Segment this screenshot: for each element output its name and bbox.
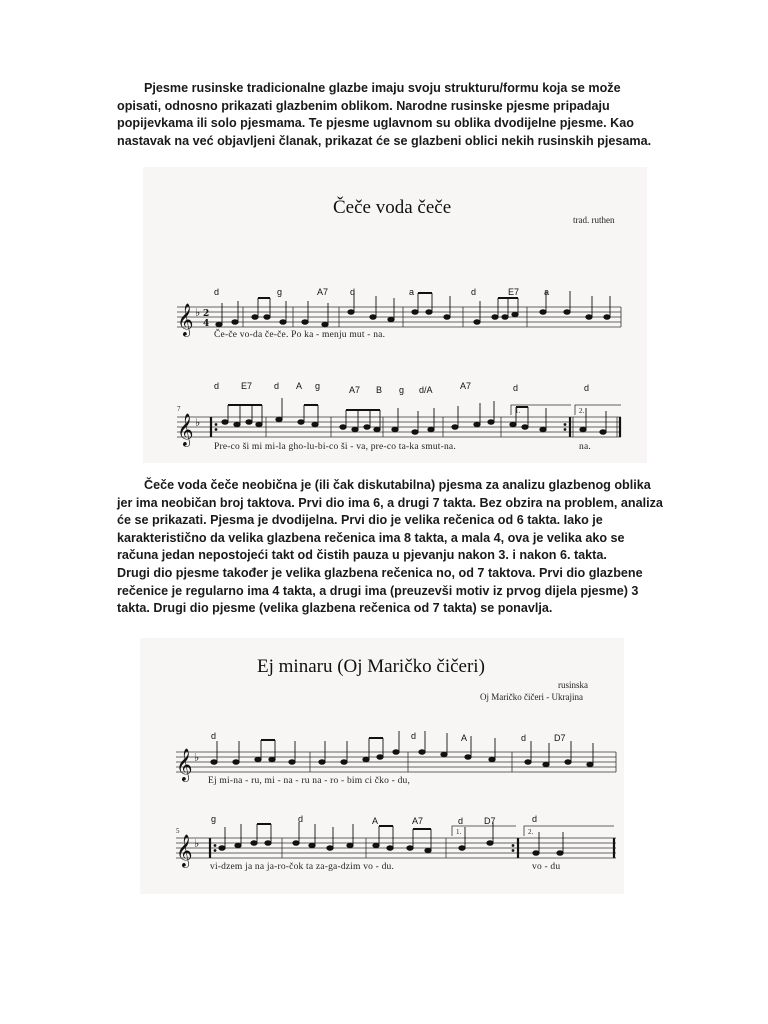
chord: d	[411, 731, 417, 741]
score1-lyrics-line2: Pre-co ši mi mi-la gho-lu-bi-co ši - va, pre-co ta-ka smut-na.	[214, 442, 456, 452]
intro-paragraph	[117, 80, 665, 150]
score2-subtitle-2: Oj Maričko čičeri - Ukrajina	[480, 692, 583, 702]
chord: d	[532, 814, 538, 824]
analysis-paragraph-1: Čeče voda čeče neobična je (ili čak diskutabilna) pjesma za analizu glazbenog oblika jer ima neobičan broj taktova. Prvi dio ima 6, a drugi 7 takta. Bez obzira na problem, analiza će se prikazati. Pjesma je dvodijelna. Prvi dio je velika rečenica od 6 takta. Iako je karakteristično da velika glazbena rečenica ima 8 takta, a mala 4, ova je velika ako se računa jedan nepostojeći takt od čistih pauza u pjevanju nakon 3. i nakon 6. takta.	[117, 478, 663, 563]
svg-text:♭: ♭	[194, 837, 200, 850]
chord: A7	[317, 287, 329, 297]
score1-lyrics-end: na.	[579, 442, 591, 452]
svg-text:4: 4	[203, 319, 210, 329]
chord: a	[409, 287, 415, 297]
chord: A7	[460, 381, 472, 391]
svg-text:𝄞: 𝄞	[177, 303, 194, 336]
intro-text: Pjesme rusinske tradicionalne glazbe imaju svoju strukturu/formu koja se može opisati, odnosno prikazati glazbenim oblikom. Narodne rusinske pjesme pripadaju popijevkama ili solo pjesmama. Te pjesme uglavnom su oblika dvodijelne pjesme. Kao nastavak na već objavljeni članak, prikazat će se glazbeni oblici nekih rusinskih pjesama.	[117, 81, 652, 148]
chord: B	[376, 385, 383, 395]
chord: d	[274, 381, 280, 391]
score1-title: Čeče voda čeče	[333, 197, 452, 218]
chord: d	[211, 731, 217, 741]
chord: g	[315, 381, 321, 391]
svg-text:♭: ♭	[194, 751, 200, 764]
chord: A7	[412, 816, 424, 826]
chord: d/A	[419, 385, 433, 395]
chord: g	[399, 385, 405, 395]
chord: d	[584, 383, 590, 393]
chord: g	[211, 814, 217, 824]
chord: d	[471, 287, 477, 297]
score2-title: Ej minaru (Oj Maričko čičeri)	[257, 656, 485, 677]
chord: d	[214, 287, 220, 297]
chord: d	[298, 814, 304, 824]
svg-text:𝄞: 𝄞	[176, 748, 193, 781]
chord: A	[372, 816, 379, 826]
score-ej-minaru	[140, 638, 624, 894]
score2-subtitle-1: rusinska	[558, 680, 588, 690]
volta-1: 1.	[456, 828, 462, 836]
chord: d	[214, 381, 220, 391]
svg-text:2: 2	[203, 309, 210, 319]
measure-number: 7	[177, 405, 181, 413]
chord: a	[544, 287, 550, 297]
chord: E7	[241, 381, 253, 391]
chord: E7	[508, 287, 520, 297]
score2-lyrics-end: vo - du	[532, 862, 561, 872]
chord: D7	[484, 816, 496, 826]
svg-text:𝄞: 𝄞	[177, 413, 194, 446]
score1-lyrics-line1: Če-če vo-da če-če. Po ka - menju mut - na.	[214, 330, 386, 340]
analysis-text	[117, 477, 665, 618]
volta-2: 2.	[528, 828, 534, 836]
chord: d	[521, 733, 527, 743]
score2-lyrics-line2: vi-dzem ja na ja-ro-čok ta za-ga-dzim vo - du.	[210, 862, 395, 872]
chord: d	[513, 383, 519, 393]
svg-text:𝄞: 𝄞	[176, 834, 193, 867]
volta-1: 1.	[515, 407, 521, 415]
score1-composer: trad. ruthen	[573, 215, 615, 225]
chord: D7	[554, 733, 566, 743]
score-cece-voda-cece	[143, 167, 647, 463]
chord: d	[458, 816, 464, 826]
chord: g	[277, 287, 283, 297]
svg-text:♭: ♭	[195, 416, 201, 429]
svg-text:♭: ♭	[195, 306, 201, 319]
volta-2: 2.	[579, 407, 585, 415]
chord: A	[296, 381, 303, 391]
chord: A7	[349, 385, 361, 395]
analysis-paragraph-2: Drugi dio pjesme također je velika glazbena rečenica no, od 7 taktova. Prvi dio glazbene rečenice je regularno ima 4 takta, a drugi ima (preuzevši motiv iz prvog dijela pjesme) 3 takta. Drugi dio pjesme (velika glazbena rečenica od 7 takta) se ponavlja.	[117, 565, 643, 616]
measure-number: 5	[176, 827, 180, 835]
chord: A	[461, 733, 468, 743]
chord: d	[350, 287, 356, 297]
score2-lyrics-line1: Ej mi-na - ru, mi - na - ru na - ro - bim ci čko - du,	[208, 776, 411, 786]
